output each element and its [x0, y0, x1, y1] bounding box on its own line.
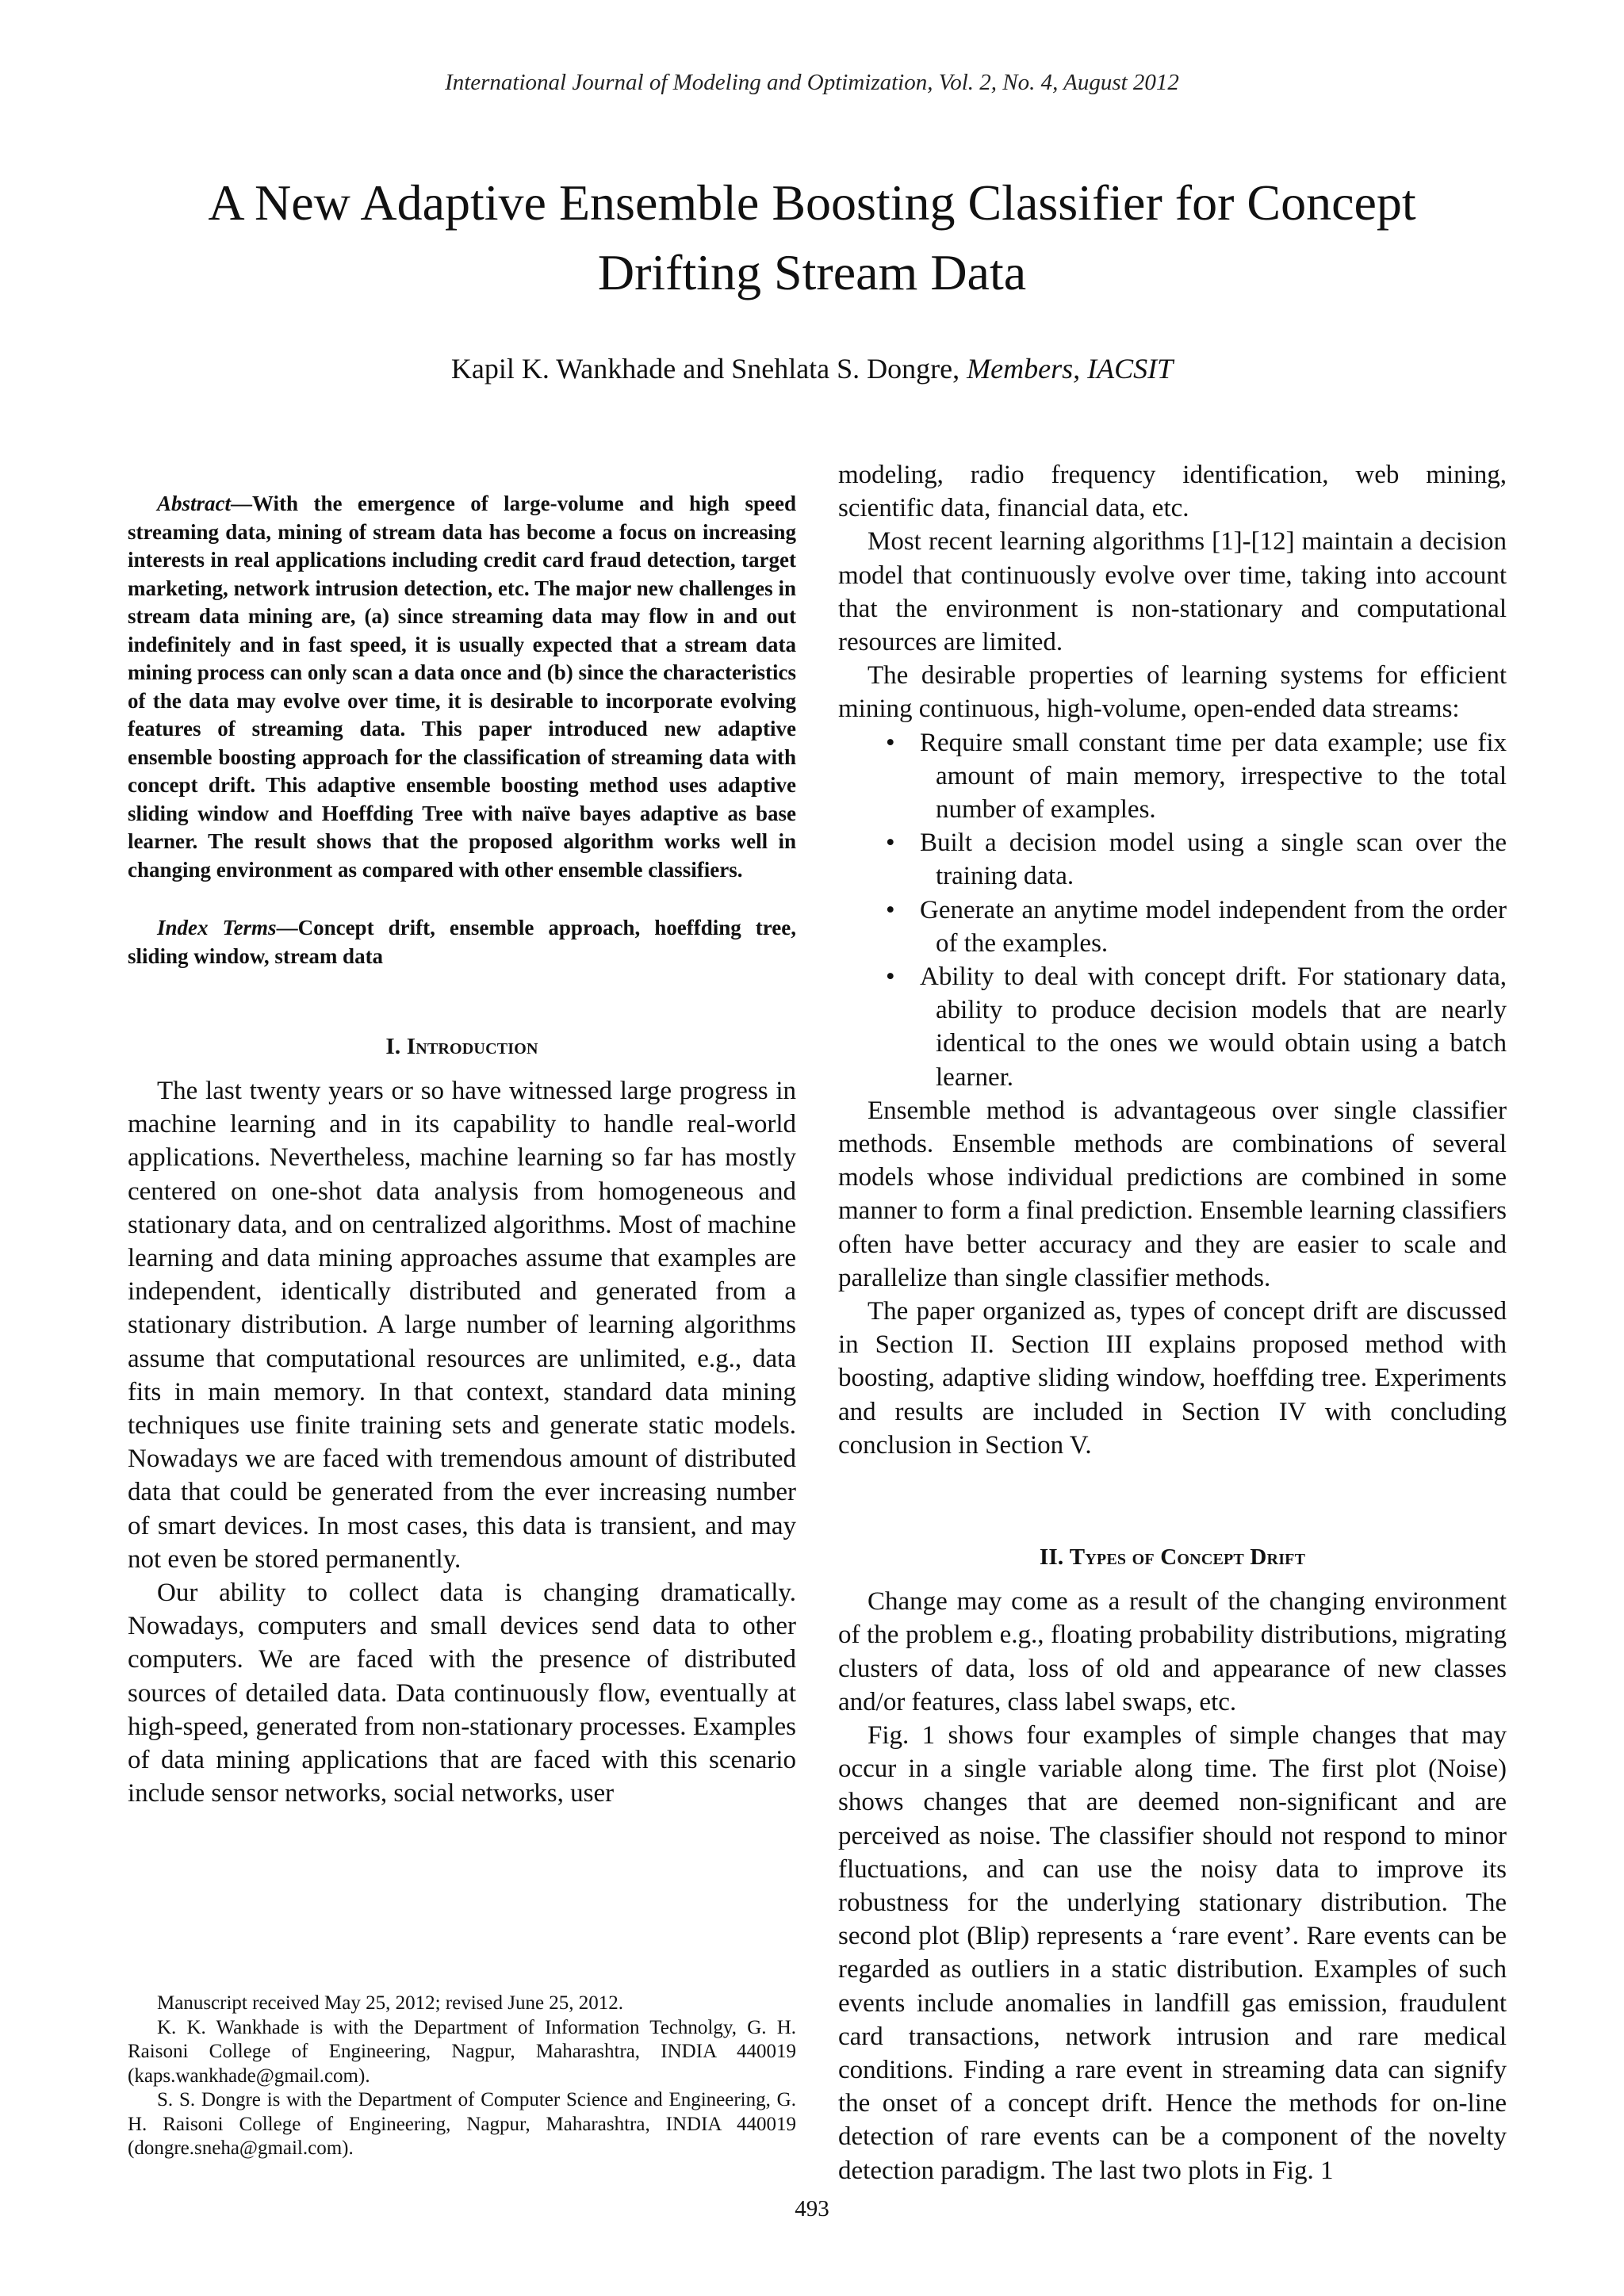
body-paragraph: The paper organized as, types of concept drift are discussed in Section II. Section III explains proposed method with boosting, adaptive sliding window, hoeffding tree. Experiments and results are included in Section IV with concluding conclusion in Section V.: [838, 1297, 1507, 1460]
paper-title: A New Adaptive Ensemble Boosting Classifier for Concept Drifting Stream Data: [208, 174, 1416, 300]
abstract-label: Abstract: [157, 492, 232, 515]
author-affiliation: Members, IACSIT: [967, 353, 1174, 385]
list-item: • Built a decision model using a single scan over the training data.: [838, 826, 1507, 893]
bullet-icon: •: [886, 895, 895, 924]
section-title: Introduction: [406, 1034, 538, 1059]
body-paragraph-continued: modeling, radio frequency identification, web mining, scientific data, financial data, etc.: [838, 461, 1507, 523]
index-terms-text: —Concept drift, ensemble approach, hoeffding tree, sliding window, stream data: [128, 916, 796, 968]
index-terms: [128, 914, 796, 970]
left-column: [128, 490, 796, 1810]
abstract: [128, 490, 796, 884]
footnote: S. S. Dongre is with the Department of Computer Science and Engineering, G. H. Raisoni College of Engineering, Nagpur, Maharashtra, INDIA 440019 (dongre.sneha@gmail.com).: [128, 2089, 796, 2159]
section-title: Types of Concept Drift: [1069, 1544, 1306, 1571]
bullet-icon: •: [886, 728, 895, 757]
right-column: [838, 458, 1507, 2187]
bullet-icon: •: [886, 828, 895, 858]
body-paragraph: Fig. 1 shows four examples of simple changes that may occur in a single variable along time. The first plot (Noise) shows changes that are deemed non-significant and are perceived as noise. The classifier should not respond to minor fluctuations, and can use the noisy data to improve its robustness for the underlying stationary distribution. The second plot (Blip) represents a ‘rare event’. Rare events can be regarded as outliers in a static distribution. Examples of such events include anomalies in landfill gas emission, fraudulent card transactions, network intrusion and rare medical conditions. Finding a rare event in streaming data can signify the onset of a concept drift. Hence the methods for on-line detection of rare events can be a component of the novelty detection paradigm. The last two plots in Fig. 1: [838, 1720, 1507, 2185]
section-number: II.: [1039, 1544, 1064, 1571]
property-list: [838, 726, 1507, 1094]
body-paragraph: Change may come as a result of the changing environment of the problem e.g., floating probability distributions, migrating clusters of data, loss of old and appearance of new classes and/or features, class label swaps, etc.: [838, 1587, 1507, 1716]
body-paragraph: Most recent learning algorithms [1]-[12] maintain a decision model that continuously evolve over time, taking into account that the environment is non-stationary and computational resources are limited.: [838, 527, 1507, 657]
abstract-text: —With the emergence of large-volume and high speed streaming data, mining of stream data has become a focus on increasing interests in real applications including credit card fraud detection, target marketing, network intrusion detection, etc. The major new challenges in stream data mining are, (a) since streaming data may flow in and out indefinitely and in fast speed, it is usually expected that a stream data mining process can only scan a data once and (b) since the characteristics of the data may evolve over time, it is desirable to incorporate evolving features of streaming data. This paper introduced new adaptive ensemble boosting approach for the classification of streaming data with concept drift. This adaptive ensemble boosting method uses adaptive sliding window and Hoeffding Tree with naïve bayes adaptive as base learner. The result shows that the proposed algorithm works well in changing environment as compared with other ensemble classifiers.: [128, 492, 796, 882]
authors-line: [0, 352, 1624, 385]
author-names: Kapil K. Wankhade and Snehlata S. Dongre,: [450, 353, 960, 385]
footnote: K. K. Wankhade is with the Department of Information Technolgy, G. H. Raisoni College of Engineering, Nagpur, Maharashtra, INDIA 440019 (kaps.wankhade@gmail.com).: [128, 2016, 796, 2087]
body-paragraph: Our ability to collect data is changing dramatically. Nowadays, computers and small devices send data to other computers. We are faced with the presence of distributed sources of detailed data. Data continuously flow, eventually at high-speed, generated from non-stationary processes. Examples of data mining applications that are faced with this scenario include sensor networks, social networks, user: [128, 1578, 796, 1808]
section-number: I.: [385, 1034, 401, 1059]
body-paragraph: The desirable properties of learning systems for efficient mining continuous, high-volume, open-ended data streams:: [838, 661, 1507, 724]
index-terms-label: Index Terms: [157, 916, 277, 939]
footnotes: [128, 1992, 796, 2161]
page-number: 493: [795, 2196, 829, 2221]
footnote: Manuscript received May 25, 2012; revised June 25, 2012.: [157, 1992, 624, 2014]
body-paragraph: The last twenty years or so have witnessed large progress in machine learning and in its capability to handle real-world applications. Nevertheless, machine learning so far has mostly centered on one-shot data analysis from homogeneous and stationary data, and on centralized algorithms. Most of machine learning and data mining approaches assume that examples are independent, identically distributed and generated from a stationary distribution. A large number of learning algorithms assume that computational resources are unlimited, e.g., data fits in main memory. In that context, standard data mining techniques use finite training sets and generate static models. Nowadays we are faced with tremendous amount of distributed data that could be generated from the ever increasing number of smart devices. In most cases, this data is transient, and may not even be stored permanently.: [128, 1077, 796, 1574]
running-head: International Journal of Modeling and Optimization, Vol. 2, No. 4, August 2012: [445, 70, 1179, 95]
bullet-icon: •: [886, 962, 895, 992]
list-item: • Generate an anytime model independent from the order of the examples.: [838, 894, 1507, 960]
list-item: • Require small constant time per data example; use fix amount of main memory, irrespective to the total number of examples.: [838, 726, 1507, 827]
section-heading-introduction: [128, 1034, 796, 1060]
section-heading-concept-drift: [838, 1544, 1507, 1571]
body-paragraph: Ensemble method is advantageous over single classifier methods. Ensemble methods are combinations of several models whose individual predictions are combined in some manner to form a final prediction. Ensemble learning classifiers often have better accuracy and they are easier to scale and parallelize than single classifier methods.: [838, 1096, 1507, 1292]
list-item: • Ability to deal with concept drift. For stationary data, ability to produce decision models that are nearly identical to the ones we would obtain using a batch learner.: [838, 960, 1507, 1094]
